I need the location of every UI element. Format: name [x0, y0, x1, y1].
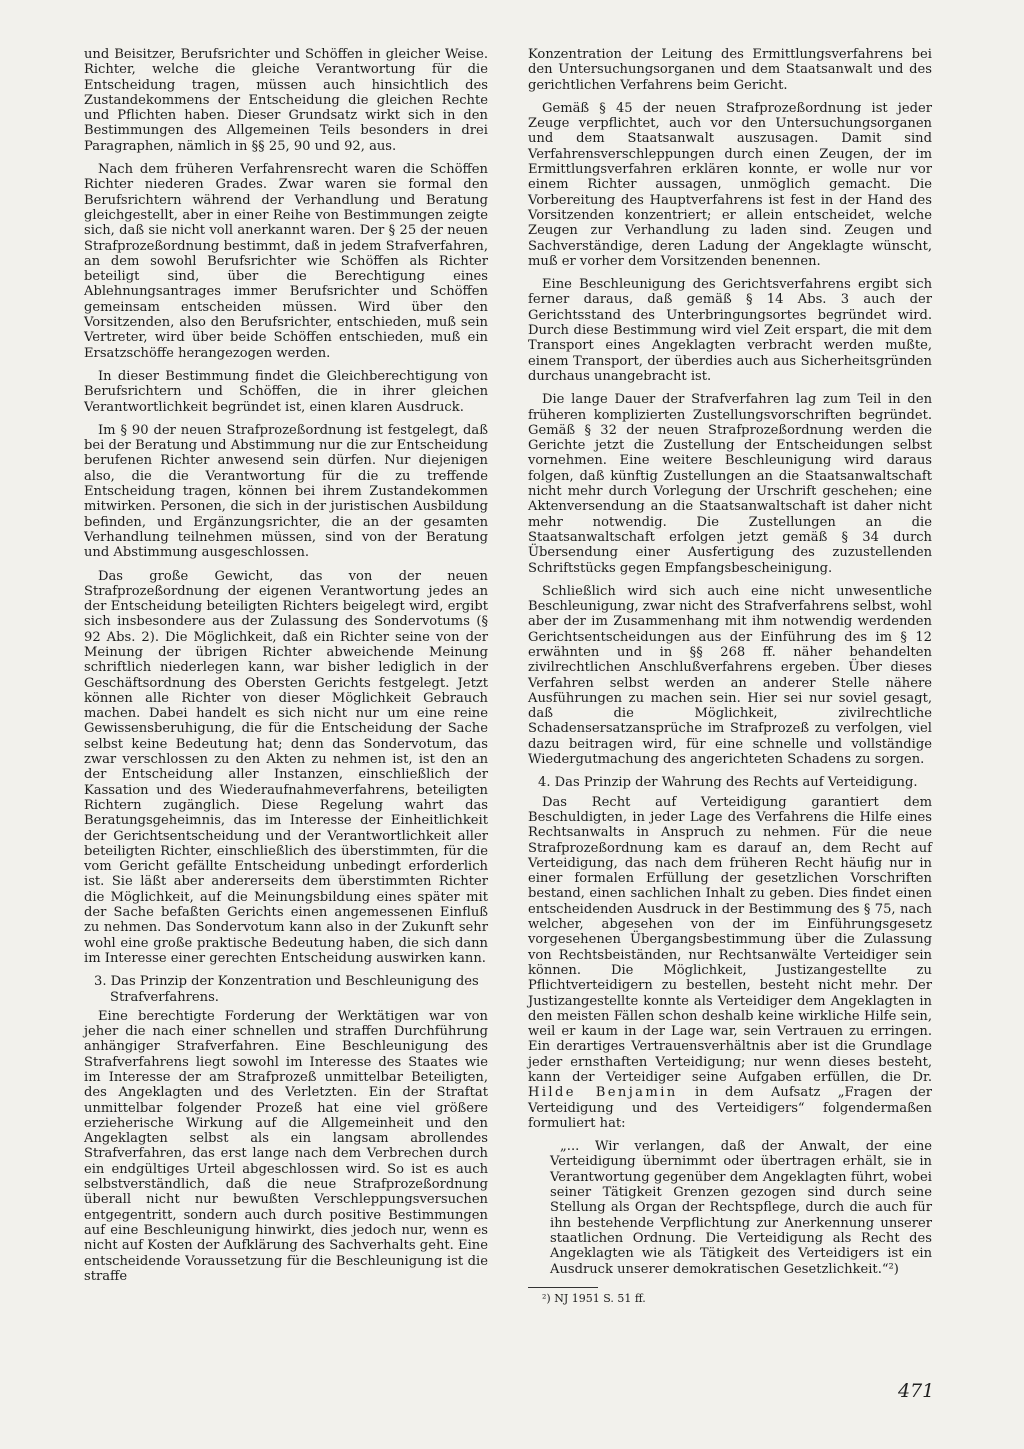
paragraph: Schließlich wird sich auch eine nicht unwesentliche Beschleunigung, zwar nicht des Strafverfahrens selbst, wohl aber der im Zusammenhang mit ihm notwendig werdenden Gerichtsentscheidungen aus der Einführung des im § 12 erwähnten und in §§ 268 ff. näher behandelten zivilrechtlichen Anschlußverfahrens ergeben. Über dieses Verfahren selbst werden an anderer Stelle nähere Ausführungen zu machen sein. Hier sei nur soviel gesagt, daß die Möglichkeit, zivilrechtliche Schadensersatzansprüche im Strafprozeß zu verfolgen, viel dazu beitragen wird, für eine schnelle und vollständige Wiedergutmachung des angerichteten Schadens zu sorgen.	[528, 583, 932, 768]
page-number: 471	[898, 1380, 935, 1402]
block-quote: „... Wir verlangen, daß der Anwalt, der eine Verteidigung übernimmt oder übertragen erhält, sie in Verantwortung gegenüber dem Angeklagten führt, wobei seiner Tätigkeit Grenzen gezogen sind durch seine Stellung als Organ der Rechtspflege, durch die auch für ihn bestehende Verpflichtung zur Anerkennung unserer staatlichen Ordnung. Die Verteidigung als Recht des Angeklagten wie als Tätigkeit des Verteidigers ist ein Ausdruck unserer demokratischen Gesetzlichkeit.“²)	[550, 1139, 932, 1277]
right-column	[528, 47, 932, 1305]
paragraph: Die lange Dauer der Strafverfahren lag zum Teil in den früheren komplizierten Zustellungsvorschriften begründet. Gemäß § 32 der neuen Strafprozeßordnung werden die Gerichte jetzt die Zustellung der Entscheidungen selbst vornehmen. Eine weitere Beschleunigung wird daraus folgen, daß künftig Zustellungen an die Staatsanwaltschaft nicht mehr durch Vorlegung der Urschrift geschehen; eine Aktenversendung an die Staatsanwaltschaft ist daher nicht mehr notwendig. Die Zustellungen an die Staatsanwaltschaft erfolgen jetzt gemäß § 34 durch Übersendung einer Ausfertigung des zuzustellenden Schriftstücks gegen Empfangsbescheinigung.	[528, 392, 932, 576]
paragraph: und Beisitzer, Berufsrichter und Schöffen in gleicher Weise. Richter, welche die gleiche Verantwortung für die Entscheidung tragen, müssen auch hinsichtlich des Zustandekommens der Entscheidung die gleichen Rechte und Pflichten haben. Dieser Grundsatz wirkt sich in den Bestimmungen des Allgemeinen Teils besonders in drei Paragraphen, nämlich in §§ 25, 90 und 92, aus.	[84, 47, 488, 154]
left-column	[84, 47, 488, 1292]
footnote: ²) NJ 1951 S. 51 ff.	[542, 1291, 646, 1305]
paragraph: Gemäß § 45 der neuen Strafprozeßordnung ist jeder Zeuge verpflichtet, auch vor den Untersuchungsorganen und dem Staatsanwalt auszusagen. Damit sind Verfahrensverschleppungen durch einen Zeugen, der im Ermittlungsverfahren erklären konnte, er wolle nur vor einem Richter aussagen, unmöglich gemacht. Die Vorbereitung des Hauptverfahrens ist fest in der Hand des Vorsitzenden konzentriert; er allein entscheidet, welche Zeugen zur Verhandlung zu laden sind. Zeugen und Sachverständige, deren Ladung der Angeklagte wünscht, muß er vorher dem Vorsitzenden benennen.	[528, 100, 932, 269]
paragraph: Eine berechtigte Forderung der Werktätigen war von jeher die nach einer schnellen und straffen Durchführung anhängiger Strafverfahren. Eine Beschleunigung des Strafverfahrens liegt sowohl im Interesse des Staates wie im Interesse der am Strafprozeß unmittelbar Beteiligten, des Angeklagten und des Verletzten. Ein der Straftat unmittelbar folgender Prozeß hat eine viel größere erzieherische Wirkung auf die Allgemeinheit und den Angeklagten selbst als ein langsam abrollendes Strafverfahren, das erst lange nach dem Verbrechen durch ein endgültiges Urteil abgeschlossen wird. So ist es auch selbstverständlich, daß die neue Strafprozeßordnung überall nicht nur bewußten Verschleppungsversuchen entgegentritt, sondern auch durch positive Bestimmungen auf eine Beschleunigung hinwirkt, dies jedoch nur, wenn es nicht auf Kosten der Aufklärung des Sachverhalts geht. Eine entscheidende Voraussetzung für die Beschleunigung ist die straffe	[84, 1008, 488, 1284]
paragraph	[528, 795, 932, 1132]
paragraph: Das große Gewicht, das von der neuen Strafprozeßordnung der eigenen Verantwortung jedes an der Entscheidung beteiligten Richters beigelegt wird, ergibt sich insbesondere aus der Zulassung des Sondervotums (§ 92 Abs. 2). Die Möglichkeit, daß ein Richter seine von der Meinung der übrigen Richter abweichende Meinung schriftlich niederlegen kann, war bisher lediglich in der Geschäftsordnung des Obersten Gerichts festgelegt. Jetzt können alle Richter von dieser Möglichkeit Gebrauch machen. Dabei handelt es sich nicht nur um eine reine Gewissensberuhigung, die für die Entscheidung der Sache selbst keine Bedeutung hat; denn das Sondervotum, das zwar verschlossen zu den Akten zu nehmen ist, ist den an der Entscheidung aller Instanzen, einschließlich der Kassation und des Wiederaufnahmeverfahrens, beteiligten Richtern zugänglich. Diese Regelung wahrt das Beratungsgeheimnis, das im Interesse der Einheitlichkeit der Gerichtsentscheidung und der Verantwortlichkeit aller beteiligten Richter, einschließlich des überstimmten, für die vom Gericht gefällte Entscheidung unbedingt erforderlich ist. Sie läßt aber andererseits dem überstimmten Richter die Möglichkeit, auf die Meinungsbildung eines später mit der Sache befaßten Gerichts einen angemessenen Einfluß zu nehmen. Das Sondervotum kann also in der Zukunft sehr wohl eine große praktische Bedeutung haben, die sich dann im Interesse einer gerechten Entscheidung auswirken kann.	[84, 568, 488, 966]
section-heading: 3. Das Prinzip der Konzentration und Beschleunigung des Strafverfahrens.	[94, 974, 479, 1005]
paragraph-text: Das Recht auf Verteidigung garantiert dem Beschuldigten, in jeder Lage des Verfahrens die Hilfe eines Rechtsanwalts in Anspruch zu nehmen. Für die neue Strafprozeßordnung kam es darauf an, dem Recht auf Verteidigung, das nach dem früheren Recht häufig nur in einer formalen Erfüllung der gesetzlichen Vorschriften bestand, einen sachlichen Inhalt zu geben. Dies findet einen entscheidenden Ausdruck in der Bestimmung des § 75, nach welcher, abgesehen von der im Einführungsgesetz vorgesehenen Übergangsbestimmung über die Zulassung von Rechtsbeiständen, nur Rechtsanwälte Verteidiger sein können. Die Möglichkeit, Justizangestellte zu Pflichtverteidigern zu bestellen, besteht nicht mehr. Der Justizangestellte konnte als Verteidiger dem Angeklagten in den meisten Fällen schon deshalb keine wirkliche Hilfe sein, weil er kaum in der Lage war, sein Vertrauen zu erringen. Ein derartiges Vertrauensverhältnis aber ist die Grundlage jeder ernsthaften Verteidigung; nur wenn dieses besteht, kann der Verteidiger seine Aufgaben erfüllen, die Dr.	[528, 794, 932, 1085]
paragraph: Eine Beschleunigung des Gerichtsverfahrens ergibt sich ferner daraus, daß gemäß § 14 Abs. 3 auch der Gerichtsstand des Unterbringungsortes begründet wird. Durch diese Bestimmung wird viel Zeit erspart, die mit dem Transport eines Angeklagten verbracht werden mußte, einem Transport, der überdies auch aus Sicherheitsgründen durchaus unangebracht ist.	[528, 277, 932, 384]
paragraph: Im § 90 der neuen Strafprozeßordnung ist festgelegt, daß bei der Beratung und Abstimmung nur die zur Entscheidung berufenen Richter anwesend sein dürfen. Nur diejenigen also, die die Verantwortung für die zu treffende Entscheidung tragen, können bei ihrem Zustandekommen mitwirken. Personen, die sich in der juristischen Ausbildung befinden, und Ergänzungsrichter, die an der gesamten Verhandlung teilnehmen müssen, sind von der Beratung und Abstimmung ausgeschlossen.	[84, 422, 488, 561]
paragraph: Konzentration der Leitung des Ermittlungsverfahrens bei den Untersuchungsorganen und dem Staatsanwalt und des gerichtlichen Verfahrens beim Gericht.	[528, 47, 932, 93]
paragraph: In dieser Bestimmung findet die Gleichberechtigung von Berufsrichtern und Schöffen, die in ihrer gleichen Verantwortlichkeit begründet ist, einen klaren Ausdruck.	[84, 368, 488, 415]
section-heading: 4. Das Prinzip der Wahrung des Rechts auf Verteidigung.	[538, 775, 918, 791]
author-name: Hilde Benjamin	[528, 1085, 678, 1101]
footnote-divider	[528, 1287, 598, 1288]
paragraph-text: in dem Aufsatz „Fragen der Verteidigung und des Verteidigers“ folgendermaßen formuliert hat:	[528, 1085, 933, 1131]
paragraph: Nach dem früheren Verfahrensrecht waren die Schöffen Richter niederen Grades. Zwar waren sie formal den Berufsrichtern während der Verhandlung und Beratung gleichgestellt, aber in einer Reihe von Bestimmungen zeigte sich, daß sie nicht voll anerkannt waren. Der § 25 der neuen Strafprozeßordnung bestimmt, daß in jedem Strafverfahren, an dem sowohl Berufsrichter wie Schöffen als Richter beteiligt sind, über die Berechtigung eines Ablehnungsantrages immer Berufsrichter und Schöffen gemeinsam entscheiden müssen. Wird über den Vorsitzenden, also den Berufsrichter, entschieden, muß sein Vertreter, wird über beide Schöffen entschieden, muß ein Ersatzschöffe herangezogen werden.	[84, 162, 488, 361]
